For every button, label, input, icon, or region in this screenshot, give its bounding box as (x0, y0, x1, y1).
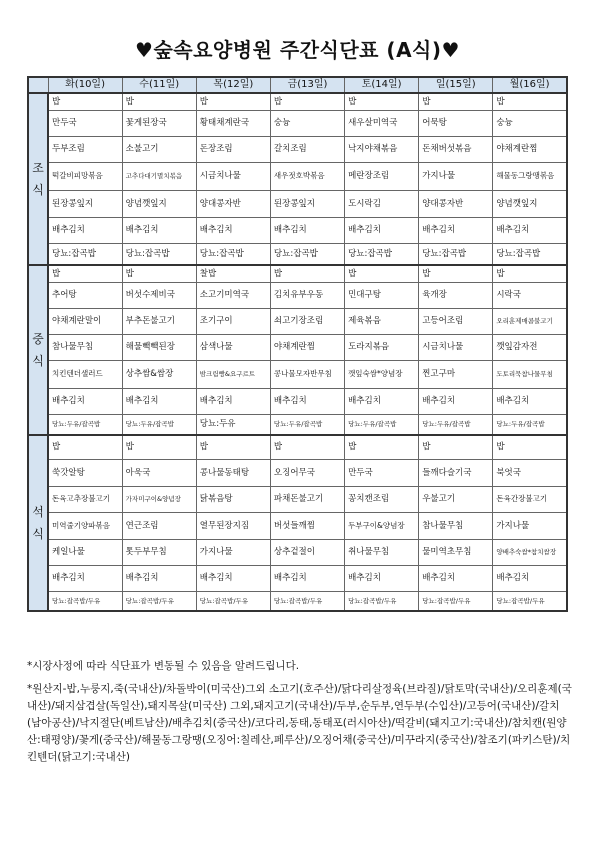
menu-cell: 케일나물 (48, 539, 122, 565)
menu-cell: 당뇨:두유/잡곡밥 (419, 414, 493, 435)
menu-cell: 양념깻잎지 (493, 190, 567, 217)
menu-cell: 해물동그랑땡볶음 (493, 162, 567, 190)
menu-cell: 만두국 (48, 110, 122, 136)
menu-cell: 밥 (270, 265, 344, 282)
menu-row (28, 486, 567, 512)
menu-cell: 밥 (345, 93, 419, 110)
menu-cell: 가지나물 (196, 539, 270, 565)
day-header: 수(11일) (122, 77, 196, 93)
menu-cell: 콩나물동태탕 (196, 459, 270, 486)
menu-cell: 찐고구마 (419, 360, 493, 388)
menu-cell: 당뇨:잡곡밥 (493, 243, 567, 265)
menu-cell: 북엇국 (493, 459, 567, 486)
menu-cell: 배추김치 (493, 217, 567, 243)
menu-cell: 양배추숙쌈*참치쌈장 (493, 539, 567, 565)
menu-cell: 깻잎숙쌈*양념장 (345, 360, 419, 388)
menu-cell: 찰밥 (196, 265, 270, 282)
menu-cell: 배추김치 (270, 217, 344, 243)
menu-cell: 치킨텐더샐러드 (48, 360, 122, 388)
menu-cell: 숭늉 (270, 110, 344, 136)
menu-cell: 야채계란말이 (48, 308, 122, 334)
menu-cell: 부추돈불고기 (122, 308, 196, 334)
menu-cell: 양대콩자반 (419, 190, 493, 217)
menu-cell: 밥 (122, 265, 196, 282)
day-header: 화(10일) (48, 77, 122, 93)
menu-cell: 우불고기 (419, 486, 493, 512)
menu-cell: 도토리묵참나물무침 (493, 360, 567, 388)
menu-cell: 떡갈비피망볶음 (48, 162, 122, 190)
menu-cell: 가자미구이&양념장 (122, 486, 196, 512)
menu-cell: 갈치조림 (270, 136, 344, 162)
menu-row (28, 539, 567, 565)
menu-row (28, 93, 567, 110)
menu-cell: 양대콩자반 (196, 190, 270, 217)
menu-cell: 돈장조림 (196, 136, 270, 162)
menu-cell: 도라지볶음 (345, 334, 419, 360)
menu-cell: 당뇨:잡곡밥 (122, 243, 196, 265)
menu-cell: 추어탕 (48, 282, 122, 308)
meal-label: 조 식 (28, 93, 48, 265)
menu-cell: 당뇨:잡곡밥/두유 (122, 591, 196, 611)
menu-cell: 아욱국 (122, 459, 196, 486)
menu-cell: 밥 (493, 93, 567, 110)
menu-cell: 당뇨:잡곡밥/두유 (419, 591, 493, 611)
menu-cell: 김치유부우동 (270, 282, 344, 308)
menu-cell: 파채돈불고기 (270, 486, 344, 512)
menu-cell: 오리훈제매콤불고기 (493, 308, 567, 334)
menu-cell: 두부구이&양념장 (345, 512, 419, 539)
menu-cell: 돈채버섯볶음 (419, 136, 493, 162)
menu-cell: 밥 (345, 265, 419, 282)
menu-cell: 두부조림 (48, 136, 122, 162)
menu-row (28, 512, 567, 539)
menu-cell: 시금치나물 (419, 334, 493, 360)
menu-cell: 밥 (122, 93, 196, 110)
day-header: 일(15일) (419, 77, 493, 93)
menu-cell: 된장콩잎지 (48, 190, 122, 217)
menu-cell: 당뇨:잡곡밥 (270, 243, 344, 265)
menu-cell: 오징어무국 (270, 459, 344, 486)
menu-cell: 당뇨:잡곡밥/두유 (196, 591, 270, 611)
menu-cell: 당뇨:잡곡밥/두유 (345, 591, 419, 611)
menu-cell: 도시락김 (345, 190, 419, 217)
menu-cell: 어묵탕 (419, 110, 493, 136)
menu-cell: 배추김치 (48, 565, 122, 591)
menu-cell: 깻잎감자전 (493, 334, 567, 360)
meal-label: 중 식 (28, 265, 48, 435)
menu-cell: 밥 (48, 435, 122, 459)
menu-cell: 소고기미역국 (196, 282, 270, 308)
menu-cell: 배추김치 (122, 388, 196, 414)
menu-cell: 버섯수제비국 (122, 282, 196, 308)
menu-cell: 메란장조림 (345, 162, 419, 190)
menu-row (28, 217, 567, 243)
menu-cell: 배추김치 (345, 388, 419, 414)
menu-row (28, 388, 567, 414)
menu-cell: 조기구이 (196, 308, 270, 334)
header-corner (28, 77, 48, 93)
menu-cell: 당뇨:잡곡밥 (196, 243, 270, 265)
menu-cell: 밥 (48, 93, 122, 110)
menu-cell: 배추김치 (345, 565, 419, 591)
menu-cell: 돈육고추장불고기 (48, 486, 122, 512)
menu-cell: 꽃게된장국 (122, 110, 196, 136)
menu-cell: 만두국 (345, 459, 419, 486)
menu-cell: 밥 (270, 93, 344, 110)
menu-cell: 연근조림 (122, 512, 196, 539)
menu-cell: 당뇨:잡곡밥 (345, 243, 419, 265)
menu-cell: 배추김치 (493, 388, 567, 414)
menu-cell: 당뇨:잡곡밥 (48, 243, 122, 265)
menu-body (28, 93, 567, 611)
menu-cell: 배추김치 (270, 565, 344, 591)
menu-cell: 상추쌈&쌈장 (122, 360, 196, 388)
menu-cell: 당뇨:두유/잡곡밥 (493, 414, 567, 435)
menu-cell: 배추김치 (196, 388, 270, 414)
page-title: ♥숲속요양병원 주간식단표 (A식)♥ (135, 38, 460, 62)
menu-cell: 밤크림빵&요구르트 (196, 360, 270, 388)
menu-row (28, 308, 567, 334)
weekly-menu-table (27, 76, 568, 612)
menu-row (28, 282, 567, 308)
menu-cell: 들깨다슬기국 (419, 459, 493, 486)
menu-cell: 고추다대기멸치볶음 (122, 162, 196, 190)
menu-cell: 배추김치 (48, 217, 122, 243)
menu-cell: 당뇨:두유/잡곡밥 (122, 414, 196, 435)
menu-cell: 당뇨:두유 (196, 414, 270, 435)
menu-cell: 배추김치 (196, 217, 270, 243)
menu-cell: 밥 (493, 435, 567, 459)
menu-cell: 쑥갓알탕 (48, 459, 122, 486)
menu-cell: 육개장 (419, 282, 493, 308)
day-header: 목(12일) (196, 77, 270, 93)
menu-cell: 쇠고기장조림 (270, 308, 344, 334)
menu-cell: 밥 (493, 265, 567, 282)
menu-cell: 가지나물 (493, 512, 567, 539)
menu-cell: 당뇨:잡곡밥/두유 (48, 591, 122, 611)
menu-row (28, 459, 567, 486)
menu-cell: 당뇨:두유/잡곡밥 (345, 414, 419, 435)
menu-cell: 밥 (48, 265, 122, 282)
menu-cell: 밥 (419, 93, 493, 110)
menu-cell: 배추김치 (122, 217, 196, 243)
menu-cell: 황태채계란국 (196, 110, 270, 136)
menu-cell: 새우살미역국 (345, 110, 419, 136)
menu-cell: 밥 (196, 93, 270, 110)
day-header: 금(13일) (270, 77, 344, 93)
change-notice: *시장사정에 따라 식단표가 변동될 수 있음을 알려드립니다. (27, 660, 300, 672)
menu-cell: 참나물무침 (48, 334, 122, 360)
meal-label: 석 식 (28, 435, 48, 611)
menu-cell: 낙지야채볶음 (345, 136, 419, 162)
menu-cell: 배추김치 (493, 565, 567, 591)
menu-cell: 배추김치 (419, 388, 493, 414)
menu-cell: 해물빽빽된장 (122, 334, 196, 360)
menu-cell: 시락국 (493, 282, 567, 308)
menu-cell: 소불고기 (122, 136, 196, 162)
menu-cell: 시금치나물 (196, 162, 270, 190)
menu-cell: 돈육간장불고기 (493, 486, 567, 512)
menu-row (28, 565, 567, 591)
menu-cell: 배추김치 (48, 388, 122, 414)
menu-cell: 배추김치 (419, 565, 493, 591)
menu-cell: 당뇨:잡곡밥/두유 (270, 591, 344, 611)
menu-cell: 밥 (419, 435, 493, 459)
menu-cell: 밥 (196, 435, 270, 459)
menu-row (28, 591, 567, 611)
menu-row (28, 136, 567, 162)
menu-cell: 꽁치캔조림 (345, 486, 419, 512)
menu-cell: 밥 (122, 435, 196, 459)
menu-cell: 고등어조림 (419, 308, 493, 334)
menu-cell: 양념깻잎지 (122, 190, 196, 217)
menu-cell: 버섯들깨찜 (270, 512, 344, 539)
menu-row (28, 360, 567, 388)
menu-cell: 제육볶음 (345, 308, 419, 334)
menu-cell: 당뇨:두유/잡곡밥 (270, 414, 344, 435)
day-header: 토(14일) (345, 77, 419, 93)
menu-cell: 물미역초무침 (419, 539, 493, 565)
menu-row (28, 243, 567, 265)
menu-cell: 당뇨:잡곡밥 (419, 243, 493, 265)
menu-cell: 야채계란찜 (270, 334, 344, 360)
origin-notice: *원산지-밥,누룽지,죽(국내산)/차돌박이(미국산)그외 소고기(호주산)/닭다리살정육(브라질)/닭토막(국내산)/오리훈제(국내산)/돼지삼겹살(독일산),돼지목살(미국산) 그외,돼지고기(국내산)/두부,순두부,연두부(수입산)/고등어(국내산)/갈치(남아공산)/낙지절단(베트남산)/배추김치(중국산)/코다리,동태,동태포(러시아산)/떡갈비(돼지고기:국내산)/참치캔(원양산:태평양)/꽃게(중국산)/해물동그랑땡(오징어:칠레산,페루산)/오징어채(중국산)/미꾸라지(중국산)/참조기(파키스탄)/치킨텐더(닭고기:국내산) (27, 683, 572, 763)
day-header-row (28, 77, 567, 93)
menu-cell: 닭볶음탕 (196, 486, 270, 512)
menu-row (28, 435, 567, 459)
menu-cell: 배추김치 (122, 565, 196, 591)
menu-cell: 미역줄기양파볶음 (48, 512, 122, 539)
menu-row (28, 265, 567, 282)
menu-cell: 배추김치 (270, 388, 344, 414)
menu-cell: 배추김치 (196, 565, 270, 591)
menu-cell: 당뇨:두유/잡곡밥 (48, 414, 122, 435)
menu-cell: 배추김치 (345, 217, 419, 243)
menu-cell: 열무된장지짐 (196, 512, 270, 539)
menu-row (28, 162, 567, 190)
menu-cell: 참나물무침 (419, 512, 493, 539)
menu-cell: 밥 (419, 265, 493, 282)
menu-cell: 배추김치 (419, 217, 493, 243)
menu-cell: 밥 (345, 435, 419, 459)
menu-row (28, 414, 567, 435)
menu-cell: 톳두부무침 (122, 539, 196, 565)
menu-cell: 삼색나물 (196, 334, 270, 360)
menu-cell: 가지나물 (419, 162, 493, 190)
menu-cell: 민대구탕 (345, 282, 419, 308)
menu-cell: 취나물무침 (345, 539, 419, 565)
menu-cell: 당뇨:잡곡밥/두유 (493, 591, 567, 611)
menu-cell: 밥 (270, 435, 344, 459)
menu-cell: 새우젓호박볶음 (270, 162, 344, 190)
menu-row (28, 110, 567, 136)
day-header: 월(16일) (493, 77, 567, 93)
menu-row (28, 190, 567, 217)
menu-cell: 야채계란찜 (493, 136, 567, 162)
menu-cell: 된장콩잎지 (270, 190, 344, 217)
menu-cell: 콩나물모자반무침 (270, 360, 344, 388)
menu-row (28, 334, 567, 360)
menu-cell: 숭늉 (493, 110, 567, 136)
menu-cell: 상추겉절이 (270, 539, 344, 565)
